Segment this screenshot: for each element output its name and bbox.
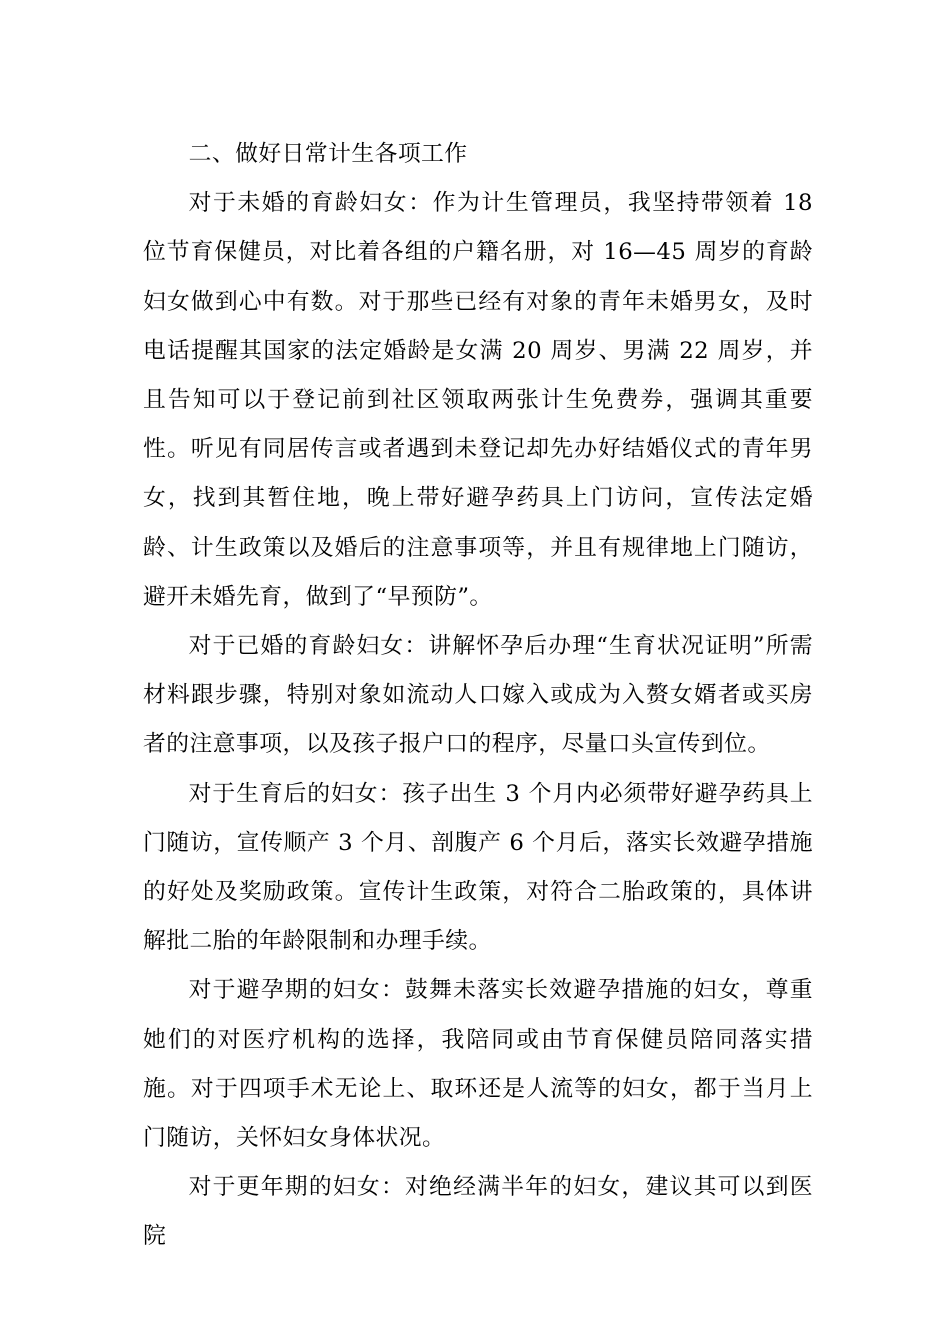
section-heading: 二、做好日常计生各项工作: [188, 141, 468, 167]
paragraph-postpartum: 对于生育后的妇女：孩子出生 3 个月内必须带好避孕药具上门随访，宣传顺产 3 个月、剖腹产 6 个月后，落实长效避孕措施的好处及奖励政策。宣传计生政策，对符合二胎政策的，具体讲解批二胎的年龄限制和办理手续。: [143, 780, 813, 955]
paragraph-contraception: 对于避孕期的妇女：鼓舞未落实长效避孕措施的妇女，尊重她们的对医疗机构的选择，我陪同或由节育保健员陪同落实措施。对于四项手术无论上、取环还是人流等的妇女，都于当月上门随访，关怀妇女身体状况。: [143, 977, 813, 1152]
document-body: [143, 130, 813, 1262]
paragraph-married: 对于已婚的育龄妇女：讲解怀孕后办理“生育状况证明”所需材料跟步骤，特别对象如流动人口嫁入或成为入赘女婿者或买房者的注意事项，以及孩子报户口的程序，尽量口头宣传到位。: [143, 633, 813, 758]
paragraph-unmarried: 对于未婚的育龄妇女：作为计生管理员，我坚持带领着 18 位节育保健员，对比着各组的户籍名册，对 16—45 周岁的育龄妇女做到心中有数。对于那些已经有对象的青年未婚男女，及时电话提醒其国家的法定婚龄是女满 20 周岁、男满 22 周岁，并且告知可以于登记前到社区领取两张计生免费券，强调其重要性。听见有同居传言或者遇到未登记却先办好结婚仪式的青年男女，找到其暂住地，晚上带好避孕药具上门访问，宣传法定婚龄、计生政策以及婚后的注意事项等，并且有规律地上门随访，避开未婚先育，做到了“早预防”。: [143, 190, 813, 610]
paragraph-menopause: 对于更年期的妇女：对绝经满半年的妇女，建议其可以到医院: [143, 1174, 813, 1250]
